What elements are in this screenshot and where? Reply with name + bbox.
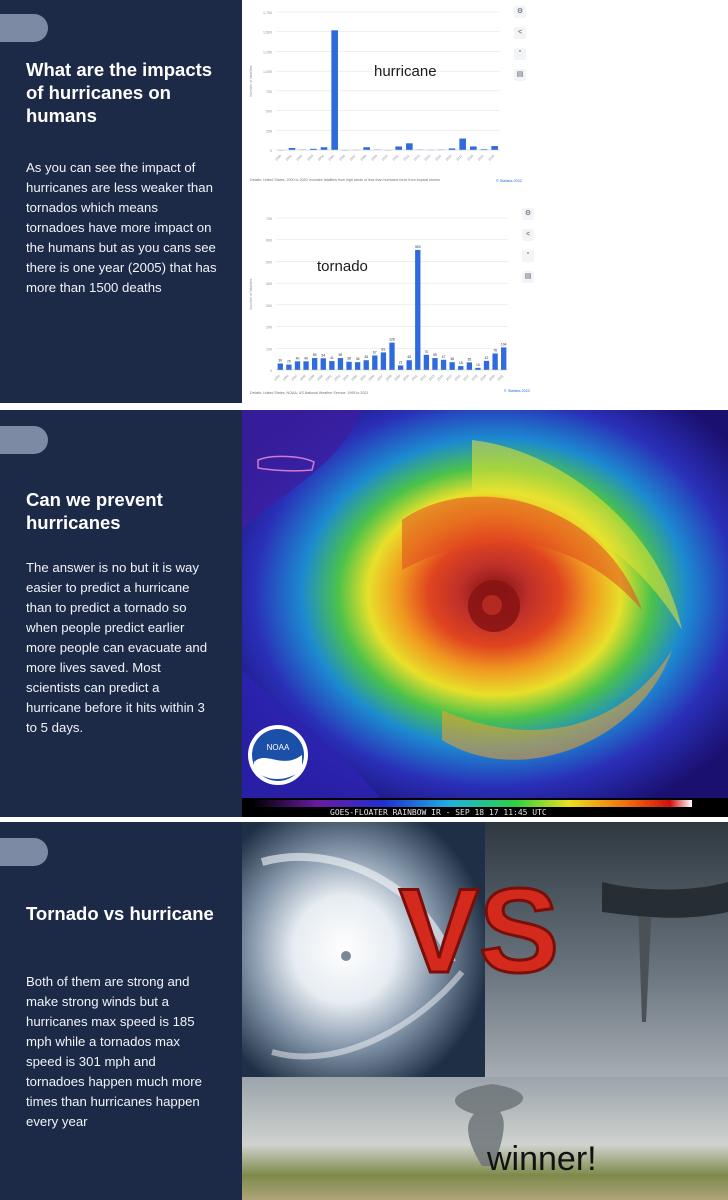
chart-bar (303, 361, 308, 370)
y-tick-label: 700 (266, 217, 272, 221)
chart-bar (278, 363, 283, 370)
text-panel (0, 0, 242, 403)
data-label: 126 (389, 337, 395, 342)
y-axis-label: Number of fatalities (249, 278, 253, 310)
text-panel (0, 410, 242, 817)
chart-bar (415, 250, 420, 370)
x-tick-label: 2015 (434, 153, 443, 162)
chart-bar (329, 361, 334, 370)
slide-body: Both of them are strong and make strong winds but a hurricanes max speed is 185 mph while a tornados max speed is 301 mph and tornadoes happen much more times than hurricanes happen every year (26, 974, 202, 1129)
chart-toolbar (514, 6, 530, 90)
y-tick-label: 0 (270, 149, 272, 153)
data-label: 45 (364, 355, 369, 360)
chart-bar (312, 358, 317, 370)
x-tick-label: 2003 (306, 153, 315, 162)
chart-bar (363, 147, 370, 150)
quote-icon[interactable]: “ (522, 250, 534, 262)
data-label: 38 (347, 356, 351, 361)
slide-tornado-vs-hurricane (0, 822, 728, 1200)
x-tick-label: 2017 (455, 153, 464, 162)
chart-bar (331, 30, 338, 150)
hurricane-fatalities-chart (242, 0, 536, 196)
x-tick-label: 2002 (333, 373, 342, 382)
chart-bar (458, 366, 463, 370)
chart-bar (321, 147, 328, 150)
x-tick-label: 2010 (380, 153, 389, 162)
data-label: 25 (286, 359, 291, 364)
x-tick-label: 2018 (466, 153, 475, 162)
charts-area (242, 0, 728, 403)
decorative-pill (0, 838, 48, 866)
chart-bar (449, 362, 454, 370)
slide-body: As you can see the impact of hurricanes are less weaker than tornados which means tornadoes have more impact on the humans but as you cans see there is one year (2005) that has more than 1500 deaths (26, 160, 217, 295)
y-tick-label: 200 (266, 325, 272, 330)
satellite-image (242, 410, 728, 817)
y-tick-label: 300 (266, 303, 272, 308)
x-tick-label: 2019 (476, 153, 485, 162)
x-tick-label: 2014 (436, 373, 445, 382)
settings-icon[interactable]: ⚙ (522, 208, 534, 220)
data-label: 41 (329, 356, 334, 361)
data-label: 47 (441, 354, 446, 359)
chart-details: Details: United States; NOAA; US National Weather Service; 1995 to 2021 (250, 391, 369, 395)
image-caption: GOES-FLOATER RAINBOW IR - SEP 18 17 11:45 UTC (330, 808, 547, 817)
chart-bar (492, 353, 497, 370)
y-tick-label: 0 (270, 369, 272, 373)
blank-area (542, 0, 728, 403)
chart-bar (381, 352, 386, 370)
share-icon[interactable]: < (514, 27, 526, 39)
y-tick-label: 400 (266, 282, 272, 287)
chart-details: Details: United States; 2000 to 2020; includes fatalities from high winds of less than hurricane force from tropical storms (250, 178, 440, 182)
x-tick-label: 1997 (290, 373, 299, 382)
data-label: 18 (458, 361, 463, 366)
x-tick-label: 2020 (487, 373, 496, 382)
text-panel (0, 822, 242, 1200)
data-label: 81 (381, 347, 386, 352)
chart-bar (338, 358, 343, 370)
x-tick-label: 2006 (367, 373, 376, 382)
y-tick-label: 100 (266, 347, 272, 352)
data-label: 10 (476, 362, 480, 367)
chart-bar (501, 347, 506, 370)
chart-source: © Statista 2022 (503, 389, 530, 393)
x-tick-label: 2011 (391, 153, 400, 162)
print-icon[interactable]: ▤ (514, 69, 526, 81)
hurricane-chart (242, 0, 536, 196)
x-tick-label: 2015 (445, 373, 453, 382)
x-tick-label: 2007 (376, 373, 385, 382)
slide-body: The answer is no but it is way easier to predict a hurricane than to predict a tornado so when people predict earlier more people can evacuate and more lives saved. Most scientists can predict a hurricane before it hits within 3 to 5 days. (26, 560, 208, 735)
data-label: 55 (433, 353, 437, 358)
x-tick-label: 1996 (281, 373, 290, 382)
y-tick-label: 600 (266, 238, 272, 243)
data-label: 55 (338, 353, 343, 358)
x-tick-label: 2018 (470, 373, 479, 382)
x-tick-label: 2014 (423, 153, 432, 162)
decorative-pill (0, 14, 48, 42)
share-icon[interactable]: < (522, 229, 534, 241)
chart-bar (355, 362, 360, 370)
x-tick-label: 2010 (402, 373, 410, 382)
data-label: 30 (278, 358, 283, 363)
y-tick-label: 1,500 (263, 30, 272, 35)
x-tick-label: 2013 (412, 153, 421, 162)
chart-source: © Statista 2022 (495, 179, 522, 183)
chart-bar (295, 361, 300, 370)
x-tick-label: 1995 (273, 373, 282, 382)
chart-bar (389, 343, 394, 370)
data-label: 36 (355, 357, 360, 362)
x-tick-label: 2012 (419, 373, 428, 382)
quote-icon[interactable]: “ (514, 48, 526, 60)
hurricane-vs-tornado-image (242, 822, 728, 1200)
x-tick-label: 2000 (274, 153, 283, 162)
data-label: 45 (407, 355, 412, 360)
data-label: 40 (304, 356, 308, 361)
x-tick-label: 1999 (307, 373, 316, 382)
data-label: 55 (312, 353, 317, 358)
x-tick-label: 2003 (341, 373, 350, 382)
chart-bar (286, 365, 291, 370)
chart-bar (467, 362, 472, 370)
comparison-image (242, 822, 728, 1200)
chart-bar (364, 360, 369, 370)
x-tick-label: 2005 (327, 153, 336, 162)
decorative-pill (0, 426, 48, 454)
slide-hurricane-impacts (0, 0, 728, 403)
x-tick-label: 2008 (384, 373, 393, 382)
x-tick-label: 2016 (444, 153, 453, 162)
chart-bar (407, 360, 412, 370)
x-tick-label: 2012 (402, 153, 411, 162)
x-tick-label: 2000 (316, 373, 324, 382)
x-tick-label: 2021 (496, 373, 505, 382)
data-label: 70 (424, 349, 429, 354)
tornado-fatalities-chart (242, 202, 544, 402)
settings-icon[interactable]: ⚙ (514, 6, 526, 18)
x-tick-label: 2017 (462, 373, 471, 382)
x-tick-label: 1998 (298, 373, 307, 382)
chart-bar (459, 139, 466, 150)
chart-bar (395, 146, 402, 150)
y-tick-label: 1,250 (263, 50, 272, 55)
winner-label: winner! (487, 1140, 597, 1178)
data-label: 76 (493, 348, 498, 353)
y-tick-label: 750 (266, 89, 272, 94)
chart-bar (484, 361, 489, 370)
y-tick-label: 1,000 (263, 70, 272, 75)
y-tick-label: 1,750 (263, 11, 272, 15)
chart-bar (475, 368, 480, 370)
chart-bar (441, 360, 446, 370)
chart-bar (424, 355, 429, 370)
data-label: 54 (321, 353, 326, 358)
data-label: 40 (295, 356, 300, 361)
x-tick-label: 2004 (350, 373, 359, 382)
x-tick-label: 2009 (370, 153, 379, 162)
y-axis-label: Number of fatalities (249, 65, 253, 97)
chart-overlay-label: hurricane (374, 63, 437, 80)
slide-title: What are the impacts of hurricanes on humans (26, 59, 213, 126)
data-label: 21 (398, 360, 403, 365)
chart-bar (321, 358, 326, 370)
y-tick-label: 250 (266, 129, 272, 134)
noaa-logo-text: NOAA (266, 743, 290, 752)
data-label: 36 (450, 357, 455, 362)
x-tick-label: 2001 (324, 373, 333, 382)
data-label: 553 (414, 244, 421, 249)
chart-bar (432, 358, 437, 370)
x-tick-label: 2019 (479, 373, 488, 382)
x-tick-label: 2004 (316, 153, 325, 162)
data-label: 35 (467, 357, 472, 362)
x-tick-label: 2007 (348, 153, 357, 162)
chart-bar (470, 146, 477, 150)
x-tick-label: 2002 (295, 153, 304, 162)
x-tick-label: 2020 (487, 153, 496, 162)
y-tick-label: 500 (266, 260, 272, 265)
chart-toolbar (522, 208, 538, 292)
x-tick-label: 2011 (410, 373, 419, 382)
data-label: 42 (484, 355, 489, 360)
chart-bar (372, 355, 377, 370)
x-tick-label: 2013 (427, 373, 436, 382)
x-tick-label: 2009 (393, 373, 402, 382)
chart-overlay-label: tornado (317, 258, 368, 275)
x-tick-label: 2001 (284, 153, 293, 162)
x-tick-label: 2008 (359, 153, 368, 162)
infrared-hurricane-image (242, 410, 728, 817)
chart-bar (346, 362, 351, 370)
tornado-chart (242, 202, 544, 402)
x-tick-label: 2005 (359, 373, 367, 382)
data-label: 104 (500, 342, 507, 347)
print-icon[interactable]: ▤ (522, 271, 534, 283)
vs-text: VS (399, 864, 560, 998)
y-tick-label: 500 (266, 109, 272, 114)
data-label: 67 (372, 350, 377, 355)
slide-prevent-hurricanes (0, 410, 728, 817)
slide-title: Tornado vs hurricane (26, 903, 214, 924)
x-tick-label: 2006 (338, 153, 347, 162)
x-tick-label: 2016 (453, 373, 462, 382)
chart-bar (491, 146, 498, 150)
slide-title: Can we prevent hurricanes (26, 489, 163, 533)
chart-bar (406, 143, 413, 150)
chart-bar (398, 365, 403, 370)
